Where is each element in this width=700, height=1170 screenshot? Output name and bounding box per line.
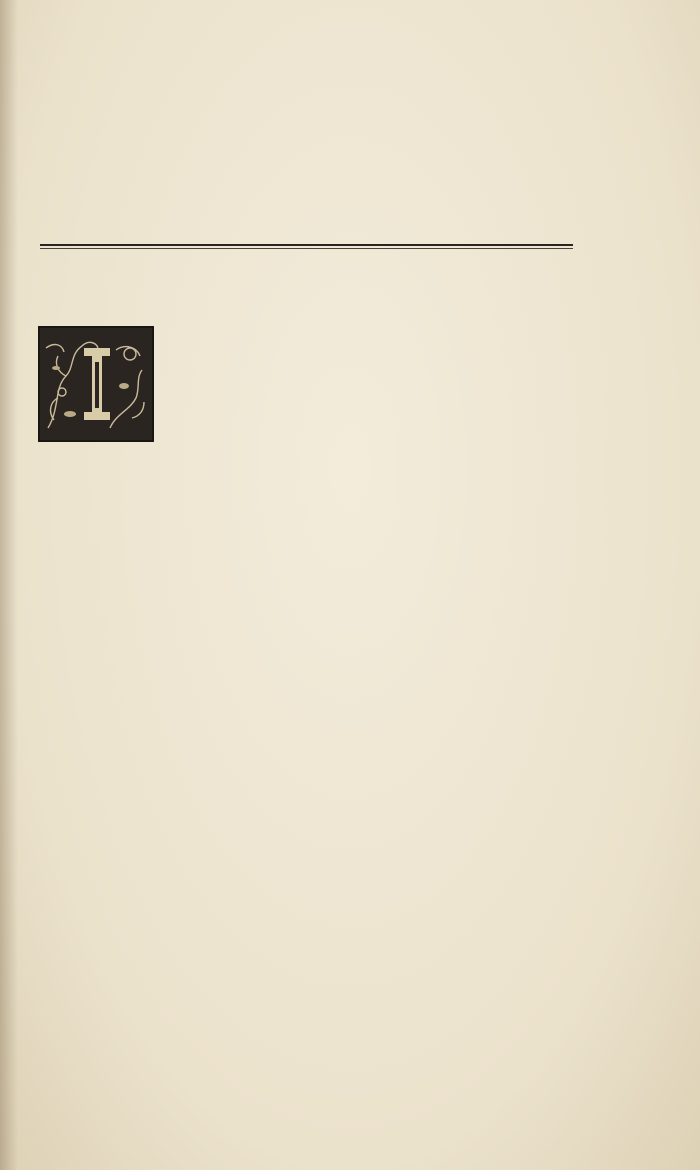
decorated-initial-letter — [38, 326, 154, 442]
ornamental-initial-icon — [40, 328, 152, 440]
section-rule-thick — [40, 244, 573, 246]
section-rule-thin — [40, 248, 573, 249]
gutter-shadow — [0, 0, 18, 1170]
